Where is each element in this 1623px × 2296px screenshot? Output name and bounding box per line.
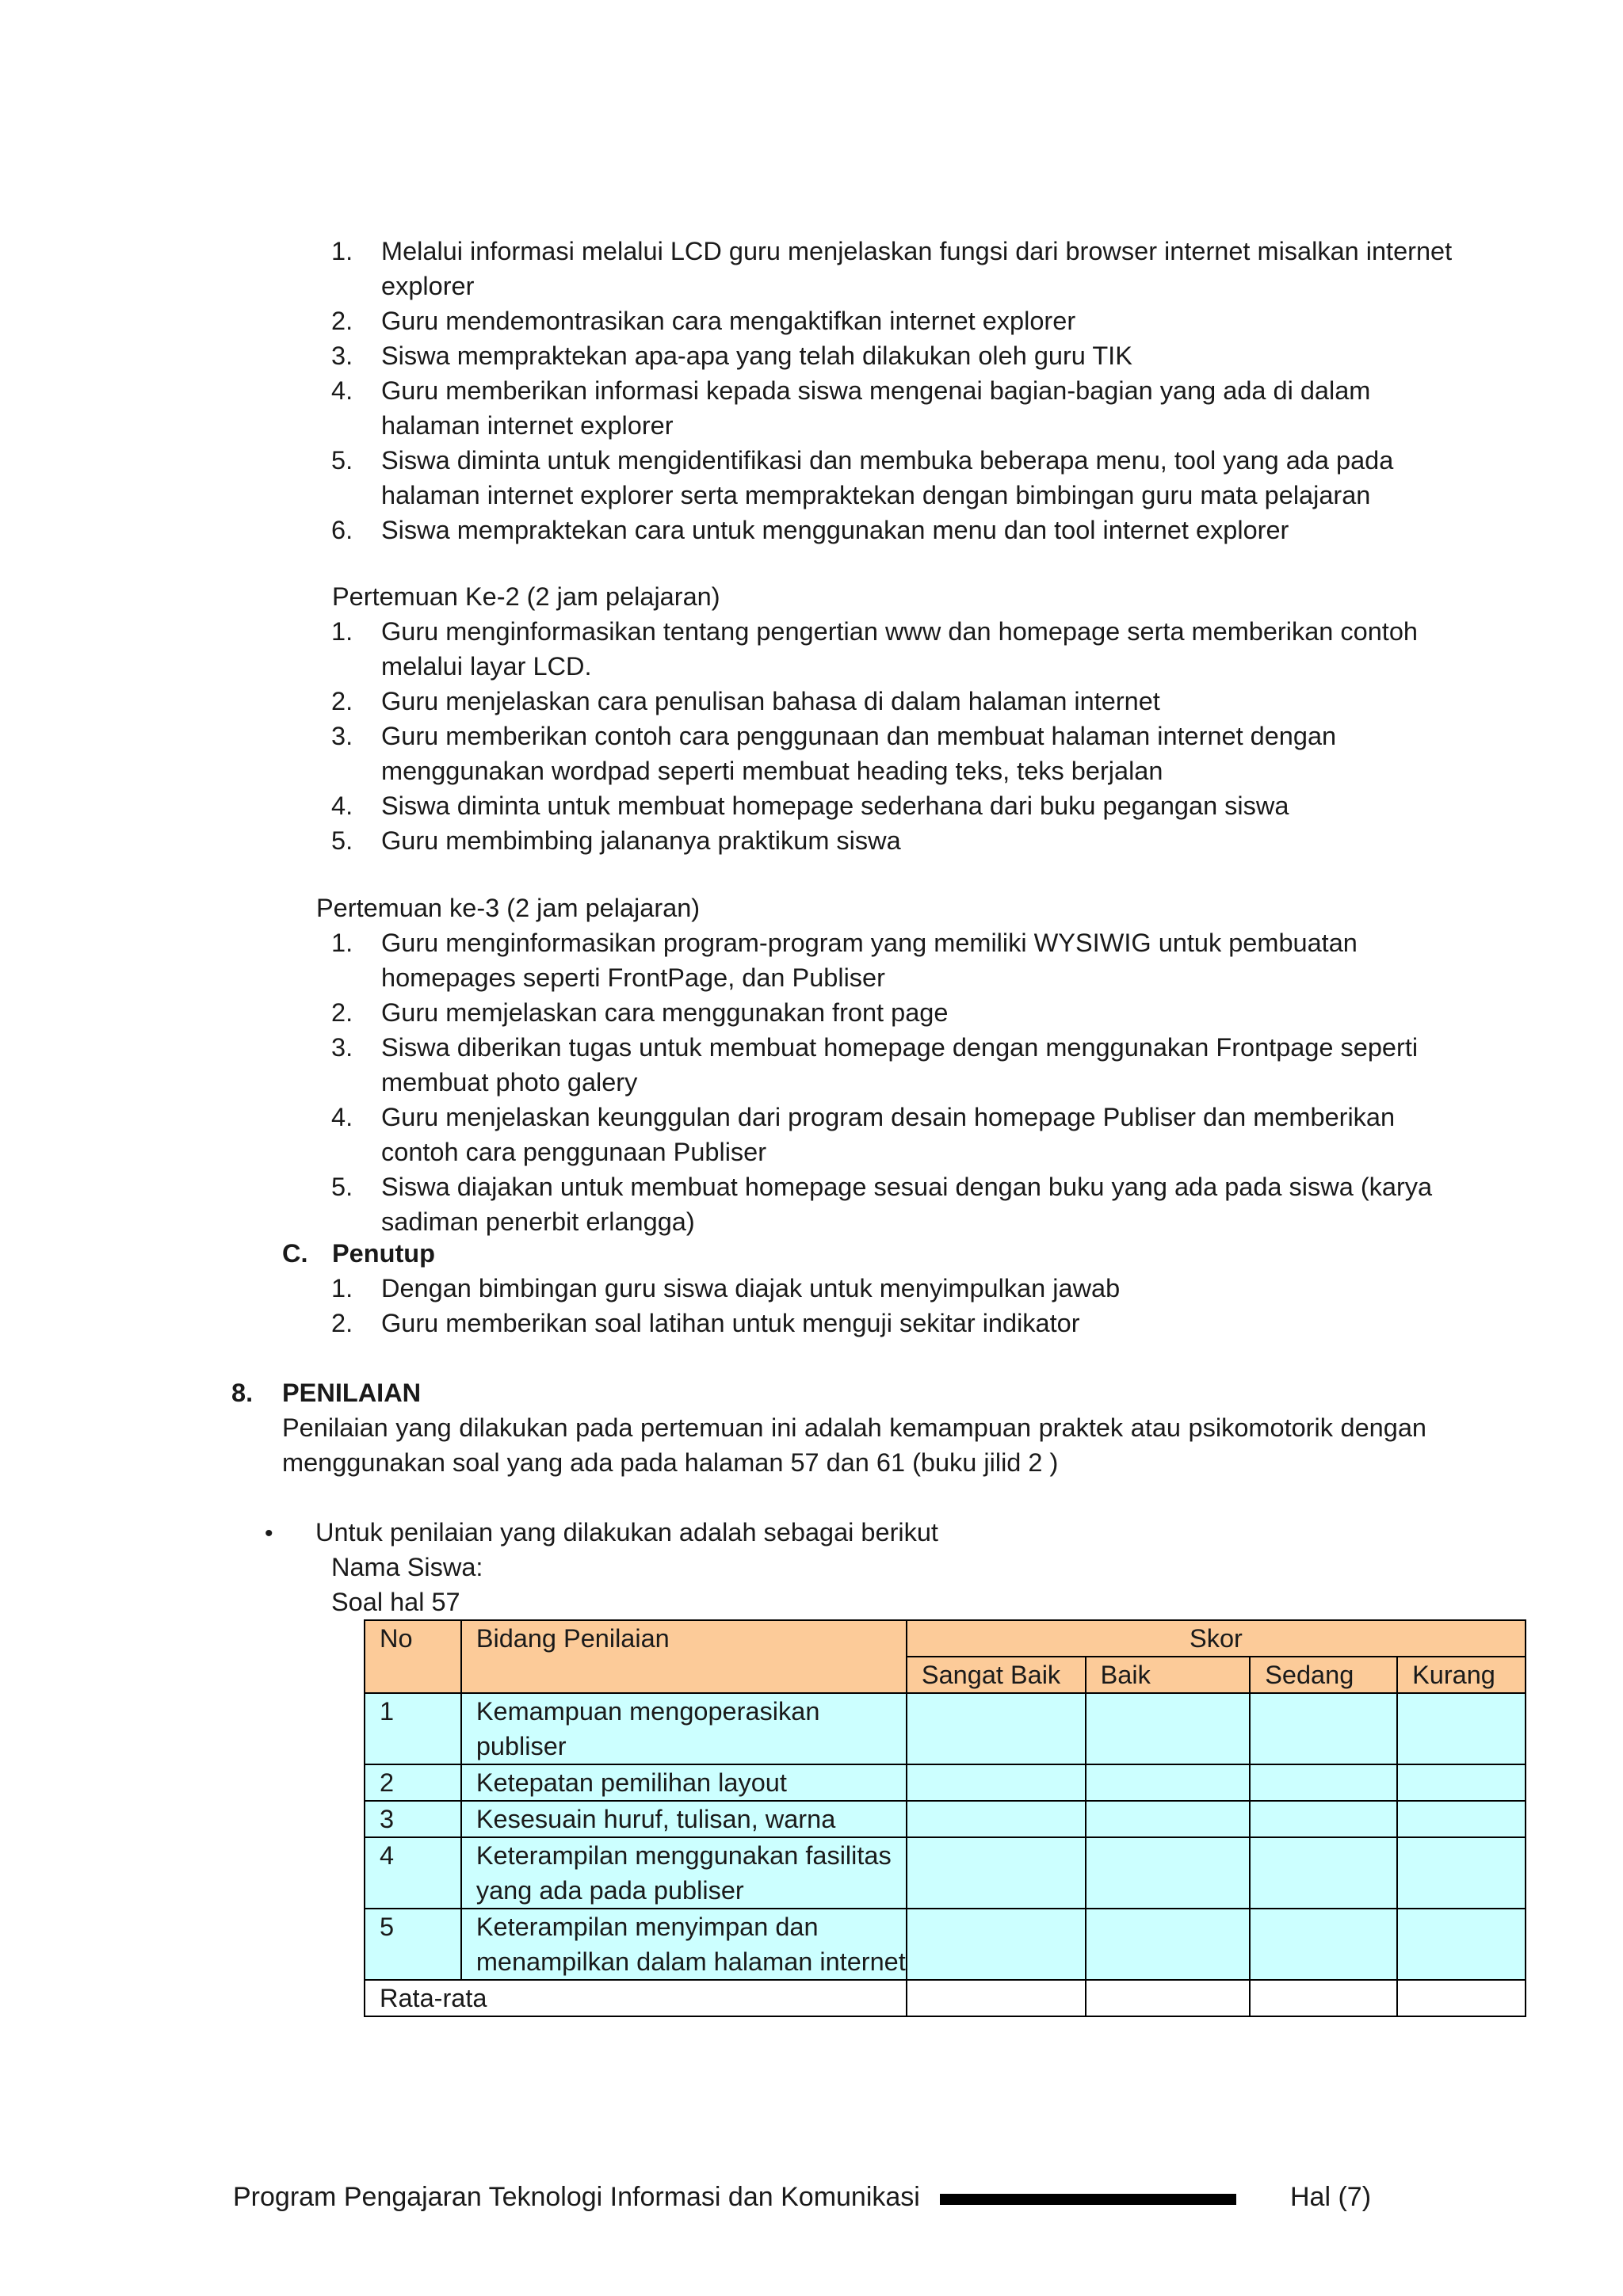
score-cell: [907, 1764, 1086, 1801]
bullet-icon: •: [265, 1520, 273, 1547]
list-item: 2. Guru memjelaskan cara menggunakan front page: [331, 998, 949, 1027]
list-item: 6. Siswa mempraktekan cara untuk menggunakan menu dan tool internet explorer: [331, 516, 1289, 544]
penutup-heading: C. Penutup: [282, 1239, 435, 1268]
table-row: [365, 1909, 1526, 1980]
table-row: [365, 1801, 1526, 1837]
score-cell: [1397, 1837, 1526, 1909]
score-cell: [907, 1801, 1086, 1837]
list-item: 1. Guru menginformasikan tentang pengertian www dan homepage serta memberikan contoh melalui layar LCD.: [331, 617, 1418, 681]
row-no: 1: [365, 1693, 461, 1764]
list-item: 2. Guru menjelaskan cara penulisan bahasa di dalam halaman internet: [331, 687, 1160, 715]
row-no: 3: [365, 1801, 461, 1837]
score-cell: [907, 1909, 1086, 1980]
penutup-steps: [331, 1271, 1472, 1341]
score-cell: [907, 1693, 1086, 1764]
row-no: 2: [365, 1764, 461, 1801]
table-row: [365, 1764, 1526, 1801]
score-cell: [1250, 1764, 1397, 1801]
meeting2-steps: [331, 614, 1472, 858]
row-field: Keterampilan menyimpan dan menampilkan dalam halaman internet: [461, 1909, 907, 1980]
section-8-heading: 8. PENILAIAN: [231, 1379, 422, 1407]
question-label: Soal hal 57: [331, 1588, 460, 1616]
score-cell: [1086, 1909, 1251, 1980]
row-field: Kemampuan mengoperasikan publiser: [461, 1693, 907, 1764]
score-cell: [1397, 1909, 1526, 1980]
score-cell: [1086, 1764, 1251, 1801]
score-cell: [1397, 1980, 1526, 2016]
header-level-sedang: Sedang: [1250, 1657, 1397, 1693]
page-number: Hal (7): [1290, 2182, 1372, 2212]
list-item: 4. Siswa diminta untuk membuat homepage sederhana dari buku pegangan siswa: [331, 791, 1289, 820]
header-no: No: [365, 1620, 461, 1693]
list-item: 4. Guru menjelaskan keunggulan dari program desain homepage Publiser dan memberikan contoh cara penggunaan Publiser: [331, 1103, 1396, 1166]
meeting2-heading: Pertemuan Ke-2 (2 jam pelajaran): [332, 582, 720, 611]
score-cell: [907, 1980, 1086, 2016]
header-level-sangat-baik: Sangat Baik: [907, 1657, 1086, 1693]
score-cell: [1250, 1909, 1397, 1980]
footer-divider: [940, 2194, 1236, 2205]
list-item: 5. Siswa diminta untuk mengidentifikasi dan membuka beberapa menu, tool yang ada pada halaman internet explorer serta mempraktekan dengan bimbingan guru mata pelajaran: [331, 446, 1394, 509]
meeting3-heading: Pertemuan ke-3 (2 jam pelajaran): [316, 894, 701, 922]
row-no: 5: [365, 1909, 461, 1980]
row-field: Kesesuain huruf, tulisan, warna: [461, 1801, 907, 1837]
row-field: Ketepatan pemilihan layout: [461, 1764, 907, 1801]
score-cell: [1250, 1980, 1397, 2016]
average-label: Rata-rata: [365, 1980, 907, 2016]
footer-title: Program Pengajaran Teknologi Informasi dan Komunikasi: [233, 2182, 920, 2212]
score-cell: [1086, 1837, 1251, 1909]
score-cell: [1250, 1693, 1397, 1764]
list-item: 1. Melalui informasi melalui LCD guru menjelaskan fungsi dari browser internet misalkan internet explorer: [331, 237, 1453, 300]
list-item: 5. Siswa diajakan untuk membuat homepage sesuai dengan buku yang ada pada siswa (karya sadiman penerbit erlangga): [331, 1173, 1433, 1236]
header-field: Bidang Penilaian: [461, 1620, 907, 1693]
list-item: 4. Guru memberikan informasi kepada siswa mengenai bagian-bagian yang ada di dalam halaman internet explorer: [331, 376, 1371, 440]
score-cell: [1250, 1801, 1397, 1837]
list-item: 3. Guru memberikan contoh cara penggunaan dan membuat halaman internet dengan menggunakan wordpad seperti membuat heading teks, teks berjalan: [331, 722, 1337, 785]
score-cell: [1397, 1764, 1526, 1801]
section-8-paragraph: Penilaian yang dilakukan pada pertemuan ini adalah kemampuan praktek atau psikomotorik dengan menggunakan soal yang ada pada halaman 57 dan 61 (buku jilid 2 ): [282, 1413, 1426, 1477]
list-item: 2. Guru memberikan soal latihan untuk menguji sekitar indikator: [331, 1309, 1080, 1337]
meeting3-steps: [331, 925, 1472, 1239]
list-item: 1. Dengan bimbingan guru siswa diajak untuk menyimpulkan jawab: [331, 1274, 1121, 1302]
assessment-table: [364, 1619, 1526, 2017]
score-cell: [1086, 1980, 1251, 2016]
row-field: Keterampilan menggunakan fasilitas yang ada pada publiser: [461, 1837, 907, 1909]
header-score: Skor: [907, 1620, 1526, 1657]
score-cell: [1086, 1801, 1251, 1837]
list-item: 2. Guru mendemontrasikan cara mengaktifkan internet explorer: [331, 307, 1076, 335]
table-row: [365, 1693, 1526, 1764]
student-name-label: Nama Siswa:: [331, 1553, 483, 1581]
header-level-baik: Baik: [1086, 1657, 1251, 1693]
table-row: [365, 1837, 1526, 1909]
header-level-kurang: Kurang: [1397, 1657, 1526, 1693]
list-item: 3. Siswa diberikan tugas untuk membuat homepage dengan menggunakan Frontpage seperti membuat photo galery: [331, 1033, 1419, 1097]
score-cell: [1086, 1693, 1251, 1764]
bullet-item: • Untuk penilaian yang dilakukan adalah sebagai berikut: [265, 1515, 938, 1551]
list-item: 3. Siswa mempraktekan apa-apa yang telah dilakukan oleh guru TIK: [331, 341, 1132, 370]
list-item: 1. Guru menginformasikan program-program yang memiliki WYSIWIG untuk pembuatan homepages seperti FrontPage, dan Publiser: [331, 929, 1358, 992]
score-cell: [1397, 1801, 1526, 1837]
score-cell: [907, 1837, 1086, 1909]
score-cell: [1250, 1837, 1397, 1909]
average-row: [365, 1980, 1526, 2016]
meeting1-steps: [331, 234, 1472, 547]
list-item: 5. Guru membimbing jalananya praktikum siswa: [331, 826, 901, 855]
row-no: 4: [365, 1837, 461, 1909]
score-cell: [1397, 1693, 1526, 1764]
